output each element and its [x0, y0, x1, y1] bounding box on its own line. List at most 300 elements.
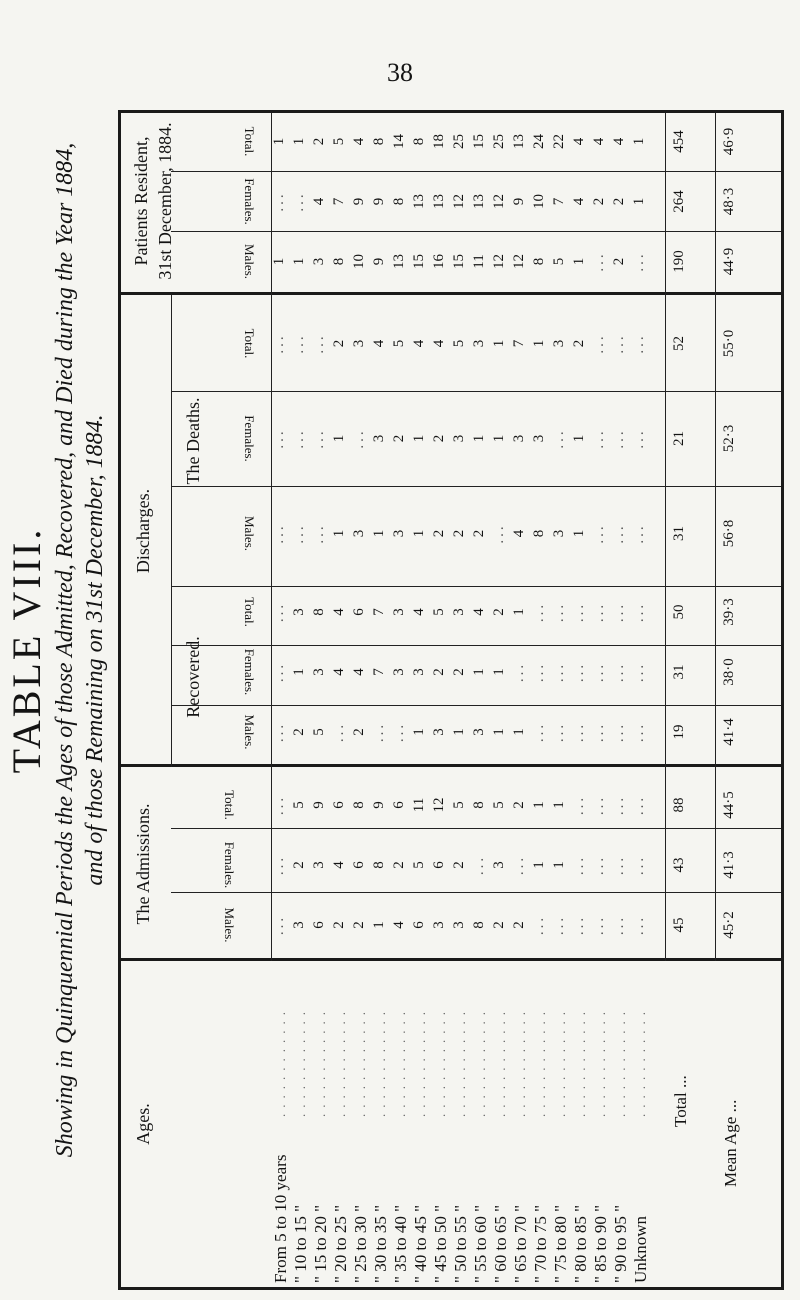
table-cell: ...	[611, 523, 627, 544]
table-cell: 9	[511, 197, 527, 206]
table-cell: 3	[431, 921, 447, 929]
column-header-total: Total.	[242, 126, 257, 157]
table-cell: ...	[591, 661, 607, 683]
table-cell: ...	[591, 854, 607, 876]
leader-dots: ............	[273, 1006, 288, 1117]
table-cell: ...	[531, 661, 547, 683]
table-cell: 22	[551, 134, 567, 149]
table-cell: 5	[411, 861, 427, 869]
total-cell: 190	[671, 250, 687, 273]
mean-age-cell: 55·0	[721, 329, 737, 358]
table-cell: 3	[291, 921, 307, 929]
table-cell: 2	[391, 861, 407, 869]
table-cell: 4	[511, 529, 527, 538]
age-label: " 20 to 25 "	[331, 1204, 350, 1283]
age-label: " 85 to 90 "	[591, 1204, 610, 1283]
age-label: " 65 to 70 "	[511, 1204, 530, 1283]
table-cell: 5	[451, 339, 467, 348]
table-cell: 4	[571, 137, 587, 146]
table-cell: 14	[391, 134, 407, 149]
total-cell: 88	[671, 797, 687, 813]
table-cell: 3	[531, 434, 547, 443]
table-cell: 8	[531, 529, 547, 538]
table-cell: 4	[411, 608, 427, 616]
table-cell: 4	[351, 668, 367, 676]
table-cell: 3	[371, 434, 387, 443]
table-cell: 2	[311, 137, 327, 146]
age-label: " 70 to 75 "	[531, 1204, 550, 1283]
table-cell: 2	[291, 861, 307, 869]
age-label: " 80 to 85 "	[571, 1204, 590, 1283]
table-cell: ...	[571, 661, 587, 683]
table-cell: 4	[411, 339, 427, 348]
table-cell: 8	[471, 801, 487, 809]
table-cell: 2	[351, 728, 367, 736]
table-cell: 15	[451, 254, 467, 269]
total-cell: 264	[671, 190, 687, 213]
table-cell: 9	[371, 801, 387, 809]
total-cell: 21	[671, 431, 687, 446]
table-cell: ...	[311, 333, 327, 354]
mean-age-cell: 46·9	[721, 127, 737, 156]
mean-age-cell: 44·5	[721, 791, 737, 819]
table-cell: ...	[531, 601, 547, 623]
table-cell: 1	[291, 668, 307, 676]
table-cell: ...	[551, 661, 567, 683]
table-cell: 2	[451, 529, 467, 538]
table-cell: 1	[491, 339, 507, 348]
table-cell: 4	[471, 608, 487, 616]
rule-admissions	[121, 764, 781, 767]
table-cell: 1	[291, 257, 307, 266]
table-cell: 3	[451, 921, 467, 929]
table-cell: 2	[611, 257, 627, 266]
leader-dots: ............	[453, 1006, 468, 1117]
table-cell: 4	[391, 921, 407, 929]
table-cell: ...	[271, 661, 287, 683]
table-cell: 1	[471, 434, 487, 443]
table-cell: ...	[271, 428, 287, 449]
table-cell: 1	[411, 728, 427, 736]
table-cell: 12	[451, 194, 467, 209]
table-cell: 4	[611, 137, 627, 146]
total-cell: 31	[671, 664, 687, 680]
table-cell: ...	[551, 721, 567, 743]
table-cell: ...	[611, 794, 627, 816]
table-cell: 2	[451, 668, 467, 676]
table-cell: 8	[371, 137, 387, 146]
table-cell: 1	[491, 668, 507, 676]
table-cell: 1	[371, 921, 387, 929]
table-cell: 3	[311, 257, 327, 266]
title-heading: TABLE VIII.	[4, 526, 49, 774]
total-cell: 454	[671, 130, 687, 153]
header-discharges: Discharges.	[133, 488, 153, 574]
leader-dots: ............	[593, 1006, 608, 1117]
table-cell: ...	[611, 428, 627, 449]
table-cell: 8	[411, 137, 427, 146]
rule-mean-top	[715, 113, 716, 961]
table-cell: ...	[271, 601, 287, 623]
table-cell: 1	[371, 529, 387, 538]
rule-discharges-sub	[171, 295, 172, 767]
rule-total-top	[665, 113, 666, 961]
table-cell: 3	[351, 529, 367, 538]
leader-dots: ............	[473, 1006, 488, 1117]
table-cell: 1	[511, 728, 527, 736]
table-cell: ...	[591, 428, 607, 449]
table-cell: ...	[531, 914, 547, 936]
table-cell: 4	[351, 137, 367, 146]
table-cell: 1	[271, 257, 287, 266]
column-header-males: Males.	[242, 515, 257, 552]
table-cell: ...	[311, 523, 327, 544]
mean-age-label: Mean Age ...	[721, 1099, 740, 1187]
column-header-females: Females.	[242, 648, 257, 696]
table-cell: 1	[631, 137, 647, 146]
table-cell: ...	[631, 721, 647, 743]
age-label: " 50 to 55 "	[451, 1204, 470, 1283]
leader-dots: ............	[513, 1006, 528, 1117]
table-cell: 6	[351, 608, 367, 616]
table-cell: 9	[371, 257, 387, 266]
mean-age-cell: 56·8	[721, 519, 737, 548]
table-cell: 3	[511, 434, 527, 443]
age-label: " 90 to 95 "	[611, 1204, 630, 1283]
table-cell: ...	[591, 523, 607, 544]
leader-dots: ............	[573, 1006, 588, 1117]
table-cell: 13	[431, 194, 447, 209]
table-cell: ...	[571, 601, 587, 623]
table-cell: 2	[491, 921, 507, 929]
leader-dots: ............	[433, 1006, 448, 1117]
table-cell: ...	[551, 428, 567, 449]
table-cell: 2	[431, 668, 447, 676]
table-cell: ...	[611, 721, 627, 743]
total-cell: 19	[671, 724, 687, 740]
table-cell: 3	[311, 861, 327, 869]
table-cell: 2	[471, 529, 487, 538]
table-cell: 2	[511, 801, 527, 809]
table-cell: ...	[591, 601, 607, 623]
table-cell: ...	[611, 601, 627, 623]
table-cell: ...	[531, 721, 547, 743]
table-cell: 5	[391, 339, 407, 348]
table-cell: 2	[331, 921, 347, 929]
leader-dots: ............	[413, 1006, 428, 1117]
table-cell: ...	[571, 854, 587, 876]
table-cell: 1	[411, 529, 427, 538]
table-cell: 1	[331, 529, 347, 538]
table-cell: 4	[371, 339, 387, 348]
table-cell: 1	[491, 728, 507, 736]
table-cell: ...	[591, 333, 607, 354]
age-label: " 55 to 60 "	[471, 1204, 490, 1283]
header-admissions: The Admissions.	[133, 803, 153, 925]
leader-dots: ............	[613, 1006, 628, 1117]
leader-dots: ............	[633, 1006, 648, 1117]
table-cell: 8	[471, 921, 487, 929]
table-cell: 12	[431, 797, 447, 813]
table-cell: 2	[611, 197, 627, 206]
table-cell: 13	[471, 194, 487, 209]
column-header-females: Females.	[222, 841, 237, 889]
table-cell: 3	[391, 529, 407, 538]
table-cell: ...	[631, 794, 647, 816]
table-cell: ...	[491, 523, 507, 544]
table-cell: 1	[471, 668, 487, 676]
total-cell: 43	[671, 857, 687, 873]
table-cell: 2	[511, 921, 527, 929]
table-cell: 6	[431, 861, 447, 869]
table-cell: 3	[551, 529, 567, 538]
column-header-total: Total.	[222, 790, 237, 820]
age-label: " 15 to 20 "	[311, 1204, 330, 1283]
table-cell: 3	[411, 668, 427, 676]
table-cell: 8	[311, 608, 327, 616]
table-cell: 2	[431, 434, 447, 443]
table-cell: ...	[571, 794, 587, 816]
title-subtitle: Showing in Quinquennial Periods the Ages of those Admitted, Recovered, and Died during the Year 1884,	[52, 142, 78, 1158]
table-cell: 2	[431, 529, 447, 538]
table-cell: ...	[291, 333, 307, 354]
table-cell: 4	[331, 668, 347, 676]
table-cell: 4	[431, 339, 447, 348]
table-cell: 2	[391, 434, 407, 443]
table-cell: 11	[471, 254, 487, 269]
table-cell: ...	[371, 721, 387, 743]
table-cell: ...	[591, 914, 607, 936]
table-cell: 2	[591, 197, 607, 206]
leader-dots: ............	[553, 1006, 568, 1117]
table-cell: ...	[291, 428, 307, 449]
table-cell: 2	[491, 608, 507, 616]
mean-age-cell: 45·2	[721, 911, 737, 939]
table-cell: 6	[311, 921, 327, 929]
title-subtitle-2: and of those Remaining on 31st December, 1884.	[82, 414, 108, 886]
mean-age-cell: 41·4	[721, 718, 737, 746]
table-cell: 1	[571, 529, 587, 538]
table-cell: ...	[331, 721, 347, 743]
table-cell: 2	[331, 339, 347, 348]
table-cell: ...	[631, 251, 647, 272]
table-cell: ...	[591, 721, 607, 743]
age-label: " 30 to 35 "	[371, 1204, 390, 1283]
table-cell: ...	[291, 523, 307, 544]
column-header-females: Females.	[242, 178, 257, 225]
age-label: " 10 to 15 "	[291, 1204, 310, 1283]
age-label: " 25 to 30 "	[351, 1204, 370, 1283]
table-cell: 5	[291, 801, 307, 809]
table-cell: 6	[351, 861, 367, 869]
header-resident-line2: 31st December, 1884.	[155, 122, 175, 280]
table-cell: 2	[451, 861, 467, 869]
table-cell: 3	[451, 434, 467, 443]
column-header-males: Males.	[222, 907, 237, 943]
table-cell: 16	[431, 254, 447, 269]
table-cell: 2	[571, 339, 587, 348]
table-cell: 11	[411, 797, 427, 813]
leader-dots: ............	[333, 1006, 348, 1117]
column-header-males: Males.	[242, 714, 257, 750]
total-cell: 50	[671, 604, 687, 620]
table-cell: 3	[391, 608, 407, 616]
table-cell: 12	[511, 254, 527, 269]
table-cell: ...	[271, 914, 287, 936]
mean-age-cell: 41·3	[721, 851, 737, 879]
table-cell: 8	[371, 861, 387, 869]
table-cell: ...	[571, 721, 587, 743]
table-cell: 10	[351, 254, 367, 269]
table-cell: 5	[451, 801, 467, 809]
table-cell: 18	[431, 134, 447, 149]
total-label: Total ...	[671, 1075, 690, 1127]
table-cell: 1	[531, 339, 547, 348]
table-cell: ...	[271, 523, 287, 544]
table-cell: 3	[551, 339, 567, 348]
table-cell: 3	[311, 668, 327, 676]
mean-age-cell: 39·3	[721, 598, 737, 626]
table-cell: 1	[291, 137, 307, 146]
table-cell: 13	[511, 134, 527, 149]
table-cell: 1	[411, 434, 427, 443]
table-cell: 3	[451, 608, 467, 616]
table-cell: ...	[511, 854, 527, 876]
age-label: Unknown	[631, 1215, 650, 1283]
table-cell: ...	[271, 191, 287, 212]
table-cell: 1	[531, 801, 547, 809]
table-cell: 12	[491, 254, 507, 269]
rule-ages	[121, 958, 781, 961]
age-label: " 75 to 80 "	[551, 1204, 570, 1283]
table-cell: 4	[591, 137, 607, 146]
table-cell: ...	[611, 854, 627, 876]
table-cell: ...	[471, 854, 487, 876]
age-label: " 45 to 50 "	[431, 1204, 450, 1283]
table-cell: ...	[631, 601, 647, 623]
table-cell: 3	[291, 608, 307, 616]
age-label: " 40 to 45 "	[411, 1204, 430, 1283]
table-cell: ...	[571, 914, 587, 936]
table-cell: 4	[331, 608, 347, 616]
mean-age-cell: 52·3	[721, 424, 737, 453]
column-header-females: Females.	[242, 415, 257, 462]
table-cell: 7	[511, 339, 527, 348]
column-header-males: Males.	[242, 243, 257, 280]
table-cell: ...	[351, 428, 367, 449]
table-cell: ...	[591, 251, 607, 272]
table-cell: 7	[331, 197, 347, 206]
table-cell: 7	[371, 668, 387, 676]
table-cell: ...	[591, 794, 607, 816]
age-label: From 5 to 10 years	[271, 1154, 290, 1283]
table-cell: ...	[391, 721, 407, 743]
header-ages: Ages.	[133, 1103, 153, 1145]
table-cell: 1	[271, 137, 287, 146]
table-title	[0, 0, 110, 1300]
table-cell: 3	[431, 728, 447, 736]
table-cell: 8	[531, 257, 547, 266]
table-cell: 12	[491, 194, 507, 209]
table-cell: ...	[271, 854, 287, 876]
table-cell: 3	[351, 339, 367, 348]
table-cell: 9	[311, 801, 327, 809]
table-cell: 1	[451, 728, 467, 736]
table-cell: 7	[551, 197, 567, 206]
table-cell: ...	[631, 914, 647, 936]
header-deaths: The Deaths.	[183, 397, 203, 485]
table-cell: ...	[271, 794, 287, 816]
table-cell: ...	[611, 661, 627, 683]
column-header-total: Total.	[242, 328, 257, 359]
data-table	[118, 110, 784, 1290]
table-cell: 2	[291, 728, 307, 736]
table-cell: ...	[271, 721, 287, 743]
table-cell: ...	[631, 428, 647, 449]
table-cell: 5	[311, 728, 327, 736]
total-cell: 52	[671, 336, 687, 351]
table-cell: 8	[331, 257, 347, 266]
leader-dots: ............	[373, 1006, 388, 1117]
table-cell: 1	[531, 861, 547, 869]
mean-age-cell: 44·9	[721, 247, 737, 276]
table-cell: 9	[351, 197, 367, 206]
table-cell: 7	[371, 608, 387, 616]
header-resident-line1: Patients Resident,	[131, 136, 151, 266]
leader-dots: ............	[393, 1006, 408, 1117]
age-label: " 60 to 65 "	[491, 1204, 510, 1283]
header-resident	[129, 107, 177, 295]
table-cell: 15	[471, 134, 487, 149]
table-cell: ...	[631, 523, 647, 544]
table-cell: 6	[391, 801, 407, 809]
table-cell: 6	[411, 921, 427, 929]
table-cell: 13	[411, 194, 427, 209]
table-cell: 5	[331, 137, 347, 146]
age-label: " 35 to 40 "	[391, 1204, 410, 1283]
table-cell: 8	[351, 801, 367, 809]
table-cell: ...	[611, 333, 627, 354]
mean-age-cell: 48·3	[721, 187, 737, 216]
table-cell: 5	[551, 257, 567, 266]
table-cell: 13	[391, 254, 407, 269]
table-cell: 9	[371, 197, 387, 206]
table-cell: 1	[331, 434, 347, 443]
table-cell: 1	[551, 861, 567, 869]
leader-dots: ............	[293, 1006, 308, 1117]
table-cell: 1	[571, 434, 587, 443]
table-cell: 3	[471, 728, 487, 736]
table-cell: 4	[331, 861, 347, 869]
table-cell: ...	[631, 854, 647, 876]
table-cell: 15	[411, 254, 427, 269]
table-cell: 3	[471, 339, 487, 348]
table-cell: 1	[511, 608, 527, 616]
table-cell: 3	[491, 861, 507, 869]
table-cell: 8	[391, 197, 407, 206]
table-cell: 24	[531, 134, 547, 149]
table-cell: ...	[631, 333, 647, 354]
table-cell: 5	[491, 801, 507, 809]
table-cell: 1	[571, 257, 587, 266]
leader-dots: ............	[353, 1006, 368, 1117]
table-cell: ...	[511, 661, 527, 683]
table-cell: ...	[551, 914, 567, 936]
table-cell: 25	[491, 134, 507, 149]
table-cell: ...	[551, 601, 567, 623]
table-cell: 1	[631, 197, 647, 206]
table-cell: 10	[531, 194, 547, 209]
